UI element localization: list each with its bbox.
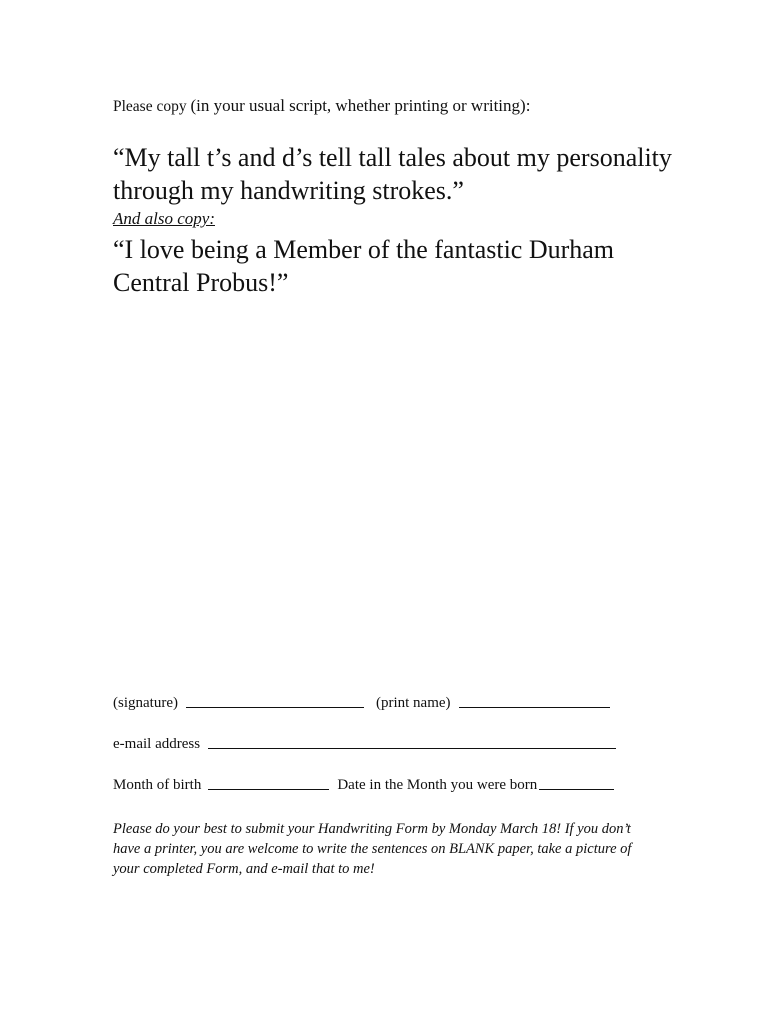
birth-row xyxy=(113,777,614,794)
month-of-birth-field[interactable] xyxy=(208,788,329,790)
month-of-birth-label: Month of birth xyxy=(113,777,202,793)
print-name-field[interactable] xyxy=(459,706,610,708)
signature-label: (signature) xyxy=(113,695,178,711)
birth-date-field[interactable] xyxy=(539,788,614,790)
instruction-parenthetical: (in your usual script, whether printing or writing): xyxy=(190,96,531,115)
print-name-label: (print name) xyxy=(375,695,451,711)
email-row xyxy=(113,736,616,753)
also-copy-label: And also copy: xyxy=(113,209,215,228)
signature-row xyxy=(113,695,610,712)
email-label: e-mail address xyxy=(113,736,201,752)
instruction-lead: Please copy xyxy=(113,98,191,115)
birth-date-label: Date in the Month you were born xyxy=(337,777,538,793)
second-sentence-to-copy: “I love being a Member of the fantastic Durham Central Probus!” xyxy=(113,235,615,297)
email-field[interactable] xyxy=(208,747,616,749)
signature-field[interactable] xyxy=(186,706,364,708)
first-sentence-to-copy: “My tall t’s and d’s tell tall tales about my personality through my handwriting strokes.” xyxy=(113,143,672,205)
copy-instruction xyxy=(113,96,530,116)
submission-note: Please do your best to submit your Handwriting Form by Monday March 18! If you don’t have a printer, you are welcome to write the sentences on BLANK paper, take a picture of your completed Form, and e-mail that to me! xyxy=(113,821,632,877)
